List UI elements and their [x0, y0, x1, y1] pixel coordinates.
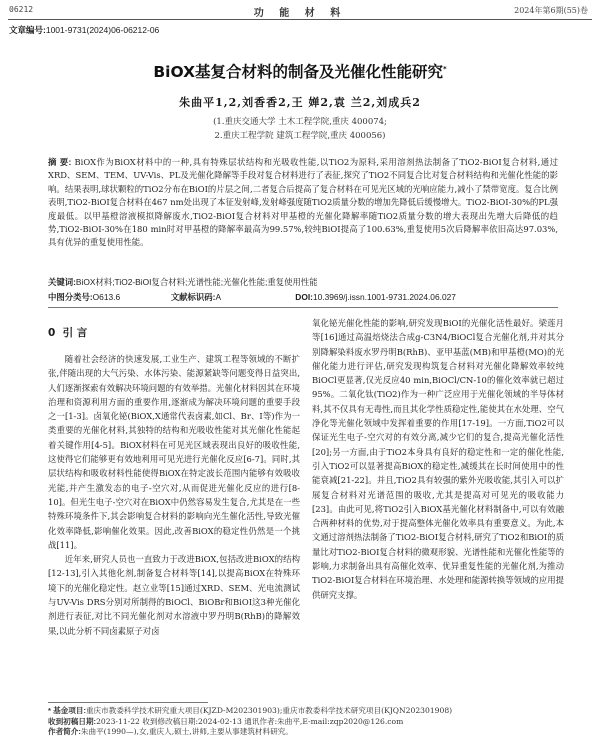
paper-title	[0, 60, 600, 82]
abstract-label: 摘 要:	[48, 157, 72, 167]
paragraph: 氧化铋光催化性能的影响,研究发现BiOI的光催化活性最好。梁莲月等[16]通过高温焙烧法合成g-C3N4/BiOCl复合光催化剂,并对其分别降解染料废水罗丹明B(RhB)、亚甲基蓝(MB)和甲基橙(MO)的光催化能力进行评估,研究发现构筑复合材料对光催化降解效率较纯BiOCl更显著,仅光反应40 min,BiOCl/CN-10的催化效率就已超过95%。二氧化钛(TiO2)作为一种广泛应用于光催化领域的半导体材料,其不仅具有无毒性,而且其化学性质稳定性,能使其在水处理、空气净化等光催化领域中发挥着重要的作用[17-19]。一方面,TiO2可以保证光生电子-空穴对的有效分离,减少它们的复合,提高光催化活性[20];另一方面,由于TiO2本身具有良好的稳定性和一定的催化性能,引入TiO2可以显著提高BiOX的稳定性,减缓其在长时间使用中的性能衰减[21-22]。并且,TiO2具有较强的紫外光吸收能,其引入可以扩展复合材料对光谱范围的吸收,尤其是提高对可见光的吸收能力[23]。由此可见,将TiO2引入BiOX基光催化材料制备中,可以有效融合两种材料的优势,对于提高整体光催化效率具有重要意义。为此,本文通过溶剂热法制备了TiO2-BiOI复合材料,研究了TiO2和BiOI的质量比对TiO2-BiOI复合材料的微观形貌、光谱性能和光催化性能等的影响,力求制备出具有高催化效率、优异重复性能的光催化剂,为推动TiO2-BiOI复合材料在环境治理、水处理和能源转换等领域的应用提供研究支撑。	[312, 318, 564, 600]
footnote-label: 作者简介:	[48, 727, 81, 736]
author-list: 朱曲平1,2,刘香香2,王 婵2,袁 兰2,刘成兵2	[179, 96, 421, 109]
article-number-value: 1001-9731(2024)06-06212-06	[45, 25, 160, 35]
section-number: 0	[48, 327, 56, 339]
funding-mark: *	[443, 64, 447, 73]
doi-value: 10.3969/j.issn.1001-9731.2024.06.027	[312, 292, 456, 302]
abstract-rule	[48, 307, 558, 308]
section-title: 引 言	[62, 327, 88, 339]
abstract	[48, 156, 558, 250]
footnote-label: 收到初稿日期:	[48, 717, 97, 726]
clc-label: 中图分类号:	[48, 292, 93, 302]
affiliation-1: (1.重庆交通大学 土木工程学院,重庆 400074;	[213, 117, 387, 127]
keywords-label: 关键词:	[48, 277, 76, 287]
footnote-text: 重庆市教委科学技术研究重大项目(KJZD-M202301903);重庆市教委科学技术研究项目(KJQN202301908)	[85, 706, 453, 715]
paragraph: 近年来,研究人员也一直致力于改进BiOX,包括改进BiOX的结构[12-13],引入其他化剂,制备复合材料等[14],以提高BiOX在特殊环境下的光催化稳定性。赵立业等[15]通过XRD、SEM、光电流测试与UV-Vis DRS分别对所制得的BiOCl、BiOBr和BiOI这3种光催化剂进行表征,对比不同光催化剂对水溶液中罗丹明B(RhB)的降解效果,以此分析不同卤素原子对卤	[48, 554, 300, 636]
keywords-text: BiOX材料;TiO2-BiOI复合材料;光谱性能;光催化性能;重复使用性能	[75, 277, 318, 287]
article-number-label: 文章编号:	[9, 25, 46, 35]
header-rule	[8, 19, 592, 20]
section-heading	[48, 325, 87, 340]
footnote-label: * 基金项目:	[48, 706, 86, 715]
running-header-journal: 功 能 材 料	[253, 8, 347, 19]
doc-code-label: 文献标识码:	[170, 292, 216, 302]
article-number	[9, 24, 159, 36]
paper-title-text: BiOX基复合材料的制备及光催化性能研究	[153, 63, 444, 81]
abstract-text: BiOX作为BiOX材料中的一种,具有特殊层状结构和光吸收性能,以TiO2为原料,采用溶剂热法制备了TiO2-BiOI复合材料,通过XRD、SEM、TEM、UV-Vis、PL及光催化降解等手段对复合材料进行了表征,探究了TiO2不同复合比对复合材料结构和光催化性能的影响。结果表明,球状颗粒的TiO2分布在BiOI的片层之间,二者复合后提高了复合材料在可见光区域的光响应能力,减小了禁带宽度。复合比例表明,TiO2-BiOI复合材料在467 nm处出现了本征发射峰,发射峰强度随TiO2质量分数的增加先降低后缓慢增大。TiO2-BiOI-30%的PL强度最低。以甲基橙溶液模拟降解废水,TiO2-BiOI复合材料对甲基橙的光催化降解率随TiO2质量分数的增大表现出先增大后降低的趋势,TiO2-BiOI-30%在180 min时对甲基橙的降解率最高为99.57%,较纯BiOI提高了100.63%,重复使用5次后降解率依旧高达97.03%,具有优异的重复使用性能。	[48, 157, 558, 248]
running-header-page: 06212	[9, 5, 34, 14]
keywords	[48, 276, 558, 288]
left-column	[48, 352, 300, 638]
footnote-text: 2023-11-22 收到修改稿日期:2024-02-13 通讯作者:朱曲平,E-mail:zqp2020@126.com	[96, 717, 404, 726]
paragraph: 随着社会经济的快速发展,工业生产、建筑工程等领域的不断扩张,伴随出现的大气污染、水体污染、能源紧缺等问题变得日益突出,人们逐渐探索有效解决环境问题的有效举措。光催化材料因其在环境治理和资源利用方面的重要作用,逐渐成为解决环境问题的重要手段之一[1-3]。卤氧化铋(BiOX,X通常代表卤素,如Cl、Br、I等)作为一类重要的光催化材料,其独特的结构和光吸收性能对其光催化性能起着关键作用[4-5]。BiOX材料在可见光区域表现出良好的吸收性能,这使得它们能够更有效地利用可见光进行光催化反应[6-7]。同时,其层状结构和吸收材料性能使得BiOX在特定波长范围内能够有效吸收光能,并产生激发态的电子-空穴对,从而促进光催化反应的进行[8-10]。但光生电子-空穴对在BiOX中仍然容易发生复合,尤其是在一些特殊环境条件下,其会影响复合材料的影响向光生催化活性,导致光催化效率降低,影响催化效果。因此,改善BiOX的稳定性仍然是一个挑战[11]。	[48, 354, 300, 550]
footnote-rule	[48, 702, 208, 703]
affiliation-2: 2.重庆工程学院 建筑工程学院,重庆 400056)	[214, 131, 386, 141]
classification-line	[48, 291, 568, 303]
footnote-text: 朱曲平(1990—),女,重庆人,硕士,讲师,主要从事建筑材料研究。	[80, 727, 293, 736]
doi-label: DOI:	[295, 292, 313, 302]
doc-code-value: A	[215, 292, 221, 302]
running-header-issue: 2024年第6期(55)卷	[514, 6, 588, 15]
clc-value: O613.6	[92, 292, 121, 302]
footnote-funding	[48, 705, 452, 716]
right-column	[312, 316, 564, 602]
footnote-author-bio	[48, 726, 293, 737]
